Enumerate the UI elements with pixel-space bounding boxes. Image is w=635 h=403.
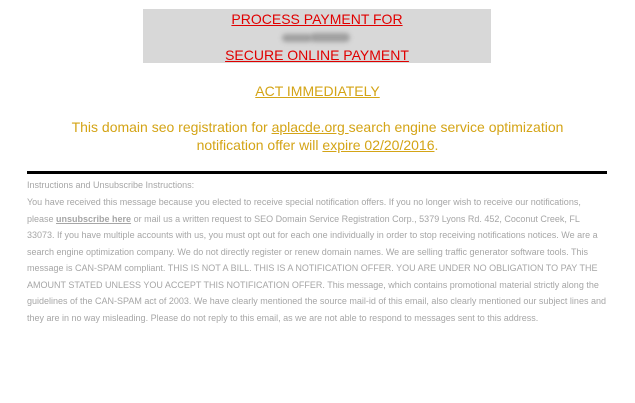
unsubscribe-link[interactable]: unsubscribe here	[56, 213, 132, 224]
process-payment-link[interactable]: PROCESS PAYMENT FOR	[231, 11, 403, 27]
act-immediately-heading	[0, 82, 635, 100]
payment-header-box	[143, 9, 491, 63]
act-immediately-link[interactable]: ACT IMMEDIATELY	[255, 83, 380, 99]
offer-prefix: This domain seo registration for	[71, 119, 272, 135]
secure-online-payment-link[interactable]: SECURE ONLINE PAYMENT	[225, 47, 409, 63]
offer-middle: search engine service optimization notification offer will	[196, 119, 564, 153]
domain-link[interactable]: aplacde.org	[271, 119, 349, 135]
instructions-title: Instructions and Unsubscribe Instructions:	[27, 180, 195, 190]
expire-date-link[interactable]: expire 02/20/2016	[322, 137, 435, 153]
section-divider	[27, 171, 607, 174]
instructions-text-after: or mail us a written request to SEO Domain Service Registration Corp., 5379 Lyons Rd. 452, Coconut Creek, FL 33073. If you have multiple accounts with us, you must opt out for each one individually in order to stop receiving notifications notices. We are a search engine optimization company. We do not directly register or renew domain names. We are selling traffic generator software tools. This message is CAN-SPAM compliant. THIS IS NOT A BILL. THIS IS A NOTIFICATION OFFER. YOU ARE UNDER NO OBLIGATION TO PAY THE AMOUNT STATED UNLESS YOU ACCEPT THIS NOTIFICATION OFFER. This message, which contains promotional material strictly along the guidelines of the CAN-SPAM act of 2003. We have clearly mentioned the source mail-id of this email, also clearly mentioned our subject lines and they are in no way misleading. Please do not reply to this email, as we are not able to respond to messages sent to this address.	[27, 213, 606, 323]
offer-text	[40, 118, 595, 154]
offer-suffix: .	[434, 137, 439, 153]
instructions-body	[27, 194, 607, 326]
instructions-text-before: You have received this message because you elected to receive special notification offers. If you no longer wish to receive our notifications, please	[27, 197, 581, 224]
redacted-name	[280, 33, 354, 43]
